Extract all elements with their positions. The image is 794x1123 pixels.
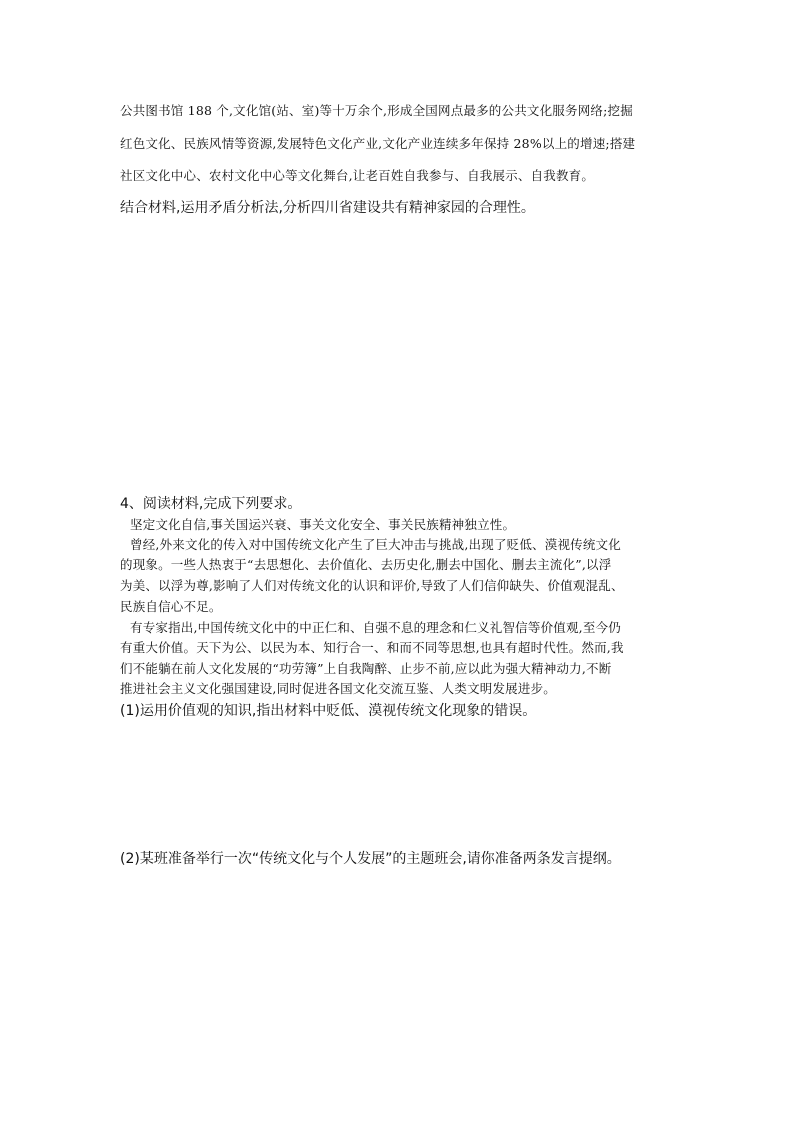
material-line: 民族自信心不足。 [120, 599, 222, 614]
material-line: 的现象。一些人热衷于“去思想化、去价值化、去历史化,删去中国化、删去主流化”,以浮 [120, 557, 612, 572]
material-line: 有重大价值。天下为公、以民为本、知行合一、和而不同等思想,也具有超时代性。然而,我 [120, 640, 624, 655]
question-4-sub-1: (1)运用价值观的知识,指出材料中贬低、漠视传统文化现象的错误。 [120, 703, 537, 719]
material-line: 们不能躺在前人文化发展的“功劳簿”上自我陶醉、止步不前,应以此为强大精神动力,不断 [120, 661, 612, 676]
material-line: 有专家指出,中国传统文化中的中正仁和、自强不息的理念和仁义礼智信等价值观,至今仍 [130, 620, 621, 635]
material-line: 红色文化、民族风情等资源,发展特色文化产业,文化产业连续多年保持 28%以上的增速;搭建 [120, 136, 636, 151]
material-line: 为美、以浮为尊,影响了人们对传统文化的认识和评价,导致了人们信仰缺失、价值观混乱、 [120, 578, 624, 593]
material-line: 推进社会主义文化强国建设,同时促进各国文化交流互鉴、人类文明发展进步。 [120, 681, 556, 696]
question-3-prompt: 结合材料,运用矛盾分析法,分析四川省建设共有精神家园的合理性。 [120, 200, 535, 216]
material-line: 社区文化中心、农村文化中心等文化舞台,让老百姓自我参与、自我展示、自我教育。 [120, 168, 595, 183]
material-line: 公共图书馆 188 个,文化馆(站、室)等十万余个,形成全国网点最多的公共文化服务网络;挖掘 [120, 103, 633, 118]
question-4-sub-2: (2)某班准备举行一次“传统文化与个人发展”的主题班会,请你准备两条发言提纲。 [120, 851, 621, 867]
material-line: 坚定文化自信,事关国运兴衰、事关文化安全、事关民族精神独立性。 [130, 517, 516, 532]
question-4-title: 4、阅读材料,完成下列要求。 [120, 496, 302, 512]
material-line: 曾经,外来文化的传入对中国传统文化产生了巨大冲击与挑战,出现了贬低、漠视传统文化 [130, 537, 621, 552]
